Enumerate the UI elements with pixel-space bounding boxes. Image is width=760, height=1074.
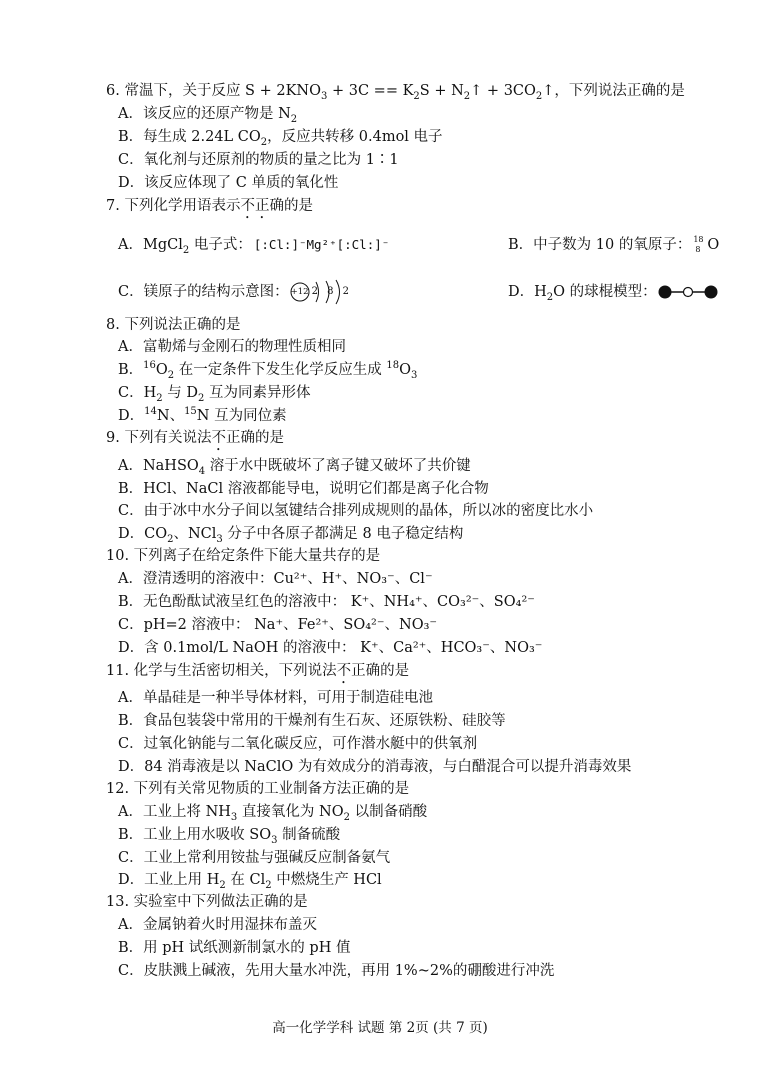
q13-stem: 13. 实验室中下列做法正确的是 xyxy=(106,894,308,910)
q6-option-a: A．该反应的还原产物是 $N_2$ xyxy=(118,106,298,125)
page-footer: 高一化学学科 试题 第 2页 (共 7 页) xyxy=(272,1020,488,1036)
q9-option-a: A．NaHSO$_4$ 溶于水中既破坏了离子键又破坏了共价键 xyxy=(118,458,471,477)
q7-row-cd xyxy=(118,278,657,306)
oxygen-isotope: 18 8 xyxy=(693,235,704,254)
q12-option-a: A．工业上将 $NH_3$ 直接氧化为 $NO_2$ 以制备硝酸 xyxy=(118,804,428,823)
q7-option-b: B．中子数为 10 的氧原子： 18 8 O xyxy=(508,235,720,254)
q12-option-d: D．工业上用 $H_2$ 在 $Cl_2$ 中燃烧生产 HCl xyxy=(118,872,382,891)
q10-stem: 10. 下列离子在给定条件下能大量共存的是 xyxy=(106,548,381,564)
q12-option-b: B．工业上用水吸收 $SO_3$ 制备硫酸 xyxy=(118,827,341,846)
q11-option-d: D．84 消毒液是以 NaClO 为有效成分的消毒液，与白醋混合可以提升消毒效果 xyxy=(118,759,632,775)
q10-option-c: C．pH=2 溶液中： Na⁺、Fe²⁺、SO₄²⁻、NO₃⁻ xyxy=(118,617,438,633)
q7-option-d: D．$H_2O$ 的球棍模型： xyxy=(508,278,719,306)
q12-option-c: C．工业上常利用铵盐与强碱反应制备氨气 xyxy=(118,850,391,866)
q8-option-a: A．富勒烯与金刚石的物理性质相同 xyxy=(118,339,346,355)
q13-option-c: C．皮肤溅上碱液，先用大量水冲洗，再用 1%~2%的硼酸进行冲洗 xyxy=(118,963,555,979)
q9-stem: 9. 下列有关说法不正确的是 xyxy=(106,430,284,446)
q7-option-c: C．镁原子的结构示意图： +12 2 8 2 xyxy=(118,284,351,300)
q7-option-a: A．MgCl$_2$ 电子式： [:Cl:]⁻Mg²⁺[:Cl:]⁻ xyxy=(118,237,390,256)
ball-stick-model xyxy=(657,278,719,306)
q10-option-b: B．无色酚酞试液呈红色的溶液中： K⁺、NH₄⁺、CO₃²⁻、SO₄²⁻ xyxy=(118,594,535,610)
q6-option-d: D．该反应体现了 C 单质的氧化性 xyxy=(118,175,339,191)
q9-option-c: C．由于冰中水分子间以氢键结合排列成规则的晶体，所以冰的密度比水小 xyxy=(118,503,594,519)
q9-option-d: D．$CO_2$、NCl$_3$ 分子中各原子都满足 8 电子稳定结构 xyxy=(118,526,464,545)
q8-stem: 8. 下列说法正确的是 xyxy=(106,317,241,333)
q12-stem: 12. 下列有关常见物质的工业制备方法正确的是 xyxy=(106,781,410,797)
q13-option-b: B．用 pH 试纸测新制氯水的 pH 值 xyxy=(118,940,351,956)
q10-option-a: A．澄清透明的溶液中：Cu²⁺、H⁺、NO₃⁻、Cl⁻ xyxy=(118,571,433,587)
q11-option-a: A．单晶硅是一种半导体材料，可用于制造硅电池 xyxy=(118,690,433,706)
q7-row-ab xyxy=(118,232,720,258)
q8-option-d: D．$^{14}$N、$^{15}$N 互为同位素 xyxy=(118,406,287,424)
mg-atom-diagram: +12 2 8 2 xyxy=(289,278,351,306)
q11-option-c: C．过氧化钠能与二氧化碳反应，可作潜水艇中的供氧剂 xyxy=(118,736,478,752)
q9-option-b: B．HCl、NaCl 溶液都能导电，说明它们都是离子化合物 xyxy=(118,481,489,497)
electron-formula: [:Cl:]⁻Mg²⁺[:Cl:]⁻ xyxy=(253,237,390,252)
q6-option-b: B．每生成 2.24L $CO_2$，反应共转移 0.4mol 电子 xyxy=(118,129,443,148)
q13-option-a: A．金属钠着火时用湿抹布盖灭 xyxy=(118,917,317,933)
q7-stem: 7. 下列化学用语表示不正确的是 xyxy=(106,198,313,214)
q8-option-b: B．$^{16}O_2$ 在一定条件下发生化学反应生成 $^{18}O_3$ xyxy=(118,360,418,381)
q10-option-d: D．含 0.1mol/L NaOH 的溶液中： K⁺、Ca²⁺、HCO₃⁻、NO₃⁻ xyxy=(118,640,543,656)
q11-option-b: B．食品包装袋中常用的干燥剂有生石灰、还原铁粉、硅胶等 xyxy=(118,713,506,729)
q11-stem: 11. 化学与生活密切相关，下列说法不正确的是 xyxy=(106,663,410,679)
q8-option-c: C．$H_2$ 与 $D_2$ 互为同素异形体 xyxy=(118,385,311,404)
q6-option-c: C．氧化剂与还原剂的物质的量之比为 1∶1 xyxy=(118,152,399,168)
q6-stem: 6. 常温下，关于反应 $S + 2KNO_3 + 3C == K_2S$ + $N_2↑$ + $3CO_2↑$，下列说法正确的是 xyxy=(106,83,685,102)
